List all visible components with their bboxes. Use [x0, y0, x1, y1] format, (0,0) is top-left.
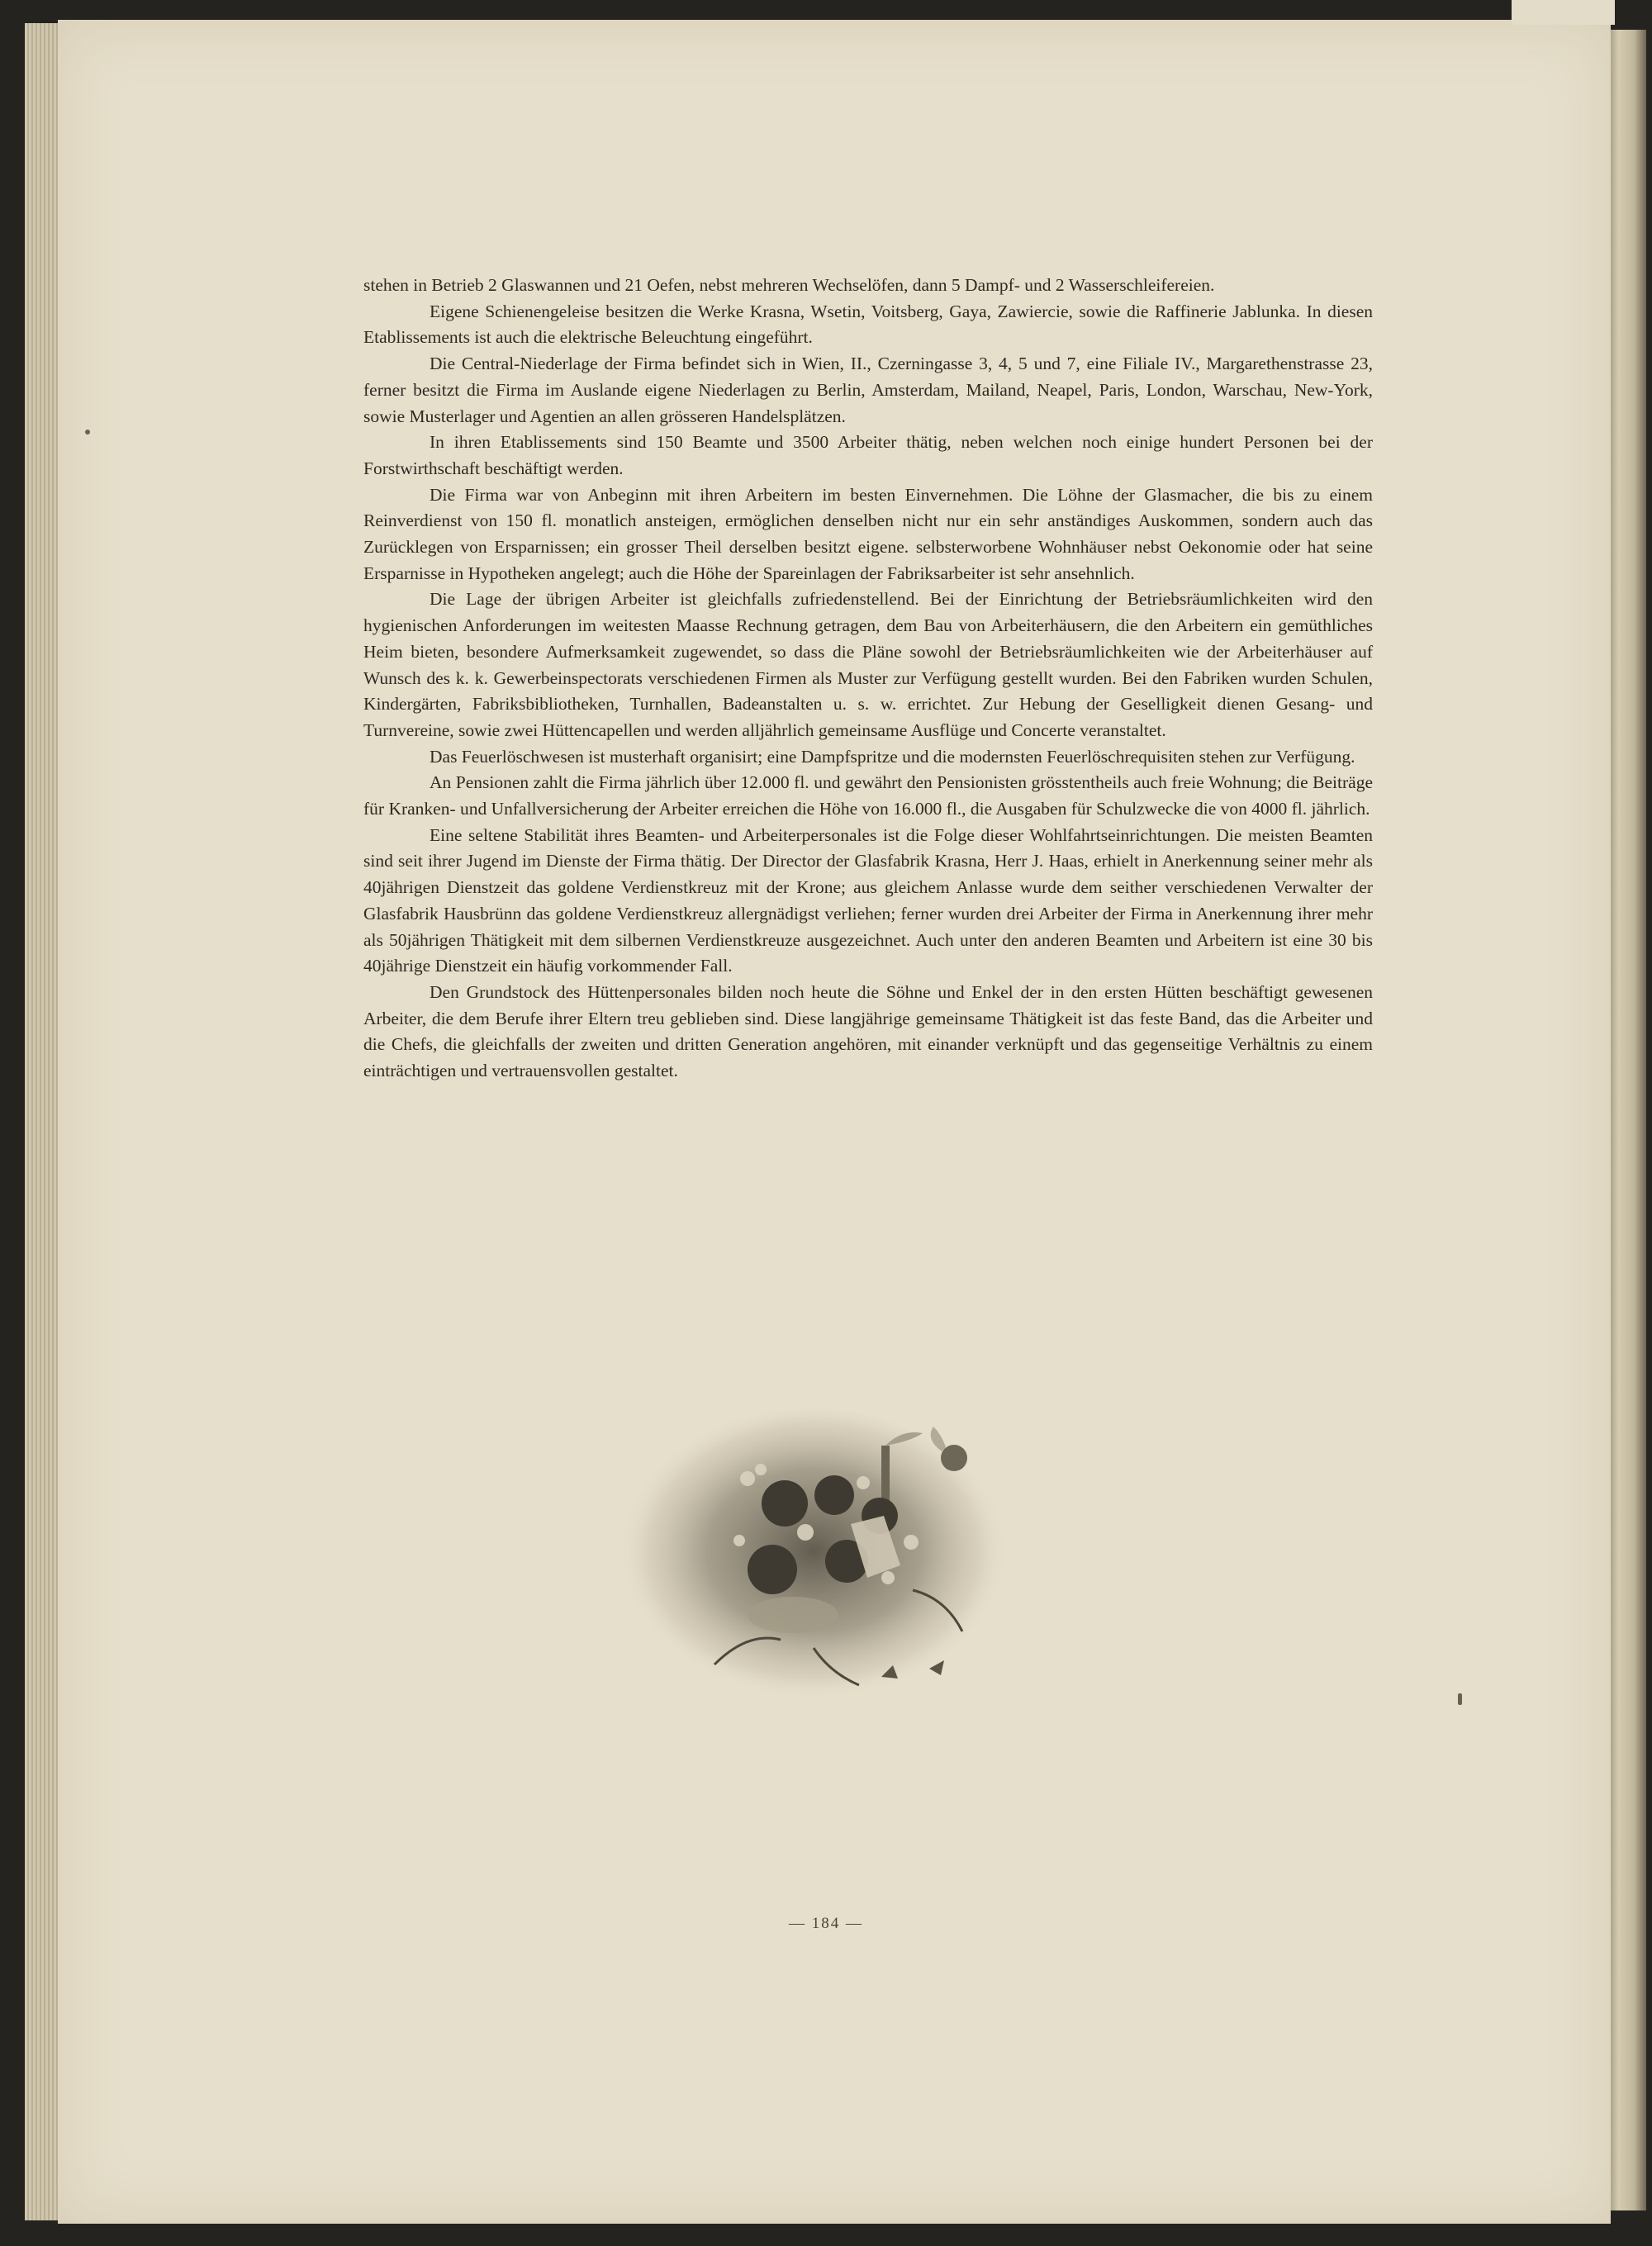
paragraph-6: Die Lage der übrigen Arbeiter ist gleichfalls zufriedenstellend. Bei der Einrichtung der Betriebsräumlichkeiten wird den hygienischen Anforderungen im weitesten Maasse Rechnung getragen, dem Bau von Arbeiterhäusern, die den Arbeitern ein gemüthliches Heim bieten, besondere Aufmerksamkeit zugewendet, so dass die Pläne sowohl der Betriebsräumlichkeiten wie der Arbeiterhäuser auf Wunsch des k. k. Gewerbeinspectorats verschiedenen Firmen als Muster zur Verfügung gestellt wurden. Bei den Fabriken wurden Schulen, Kindergärten, Fabriksbibliotheken, Turnhallen, Badeanstalten u. s. w. errichtet. Zur Hebung der Geselligkeit dienen Gesang- und Turnvereine, sowie zwei Hüttencapellen und werden alljährlich gemeinsame Ausflüge und Concerte veranstaltet.: [363, 589, 1373, 740]
dust-speck: [1458, 1693, 1462, 1705]
cherubs-with-flowers-vignette-icon: [615, 1400, 1012, 1731]
paragraph-10: Den Grundstock des Hüttenpersonales bilden noch heute die Söhne und Enkel der in den ersten Hütten beschäftigt gewesenen Arbeiter, die dem Berufe ihrer Eltern treu geblieben sind. Diese langjährige gemeinsame Thätigkeit ist das feste Band, das die Arbeiter und die Chefs, die gleichfalls der zweiten und dritten Generation angehören, mit einander verknüpft und das gegenseitige Verhältnis zu einem einträchtigen und vertrauensvollen gestaltet.: [363, 981, 1373, 1081]
paragraph-2: Eigene Schienengeleise besitzen die Werke Krasna, Wsetin, Voitsberg, Gaya, Zawiercie, sowie die Raffinerie Jablunka. In diesen Etablissements ist auch die elektrische Beleuchtung eingeführt.: [363, 301, 1373, 348]
paragraph-7: Das Feuerlöschwesen ist musterhaft organisirt; eine Dampfspritze und die modernsten Feuerlöschrequisiten stehen zur Verfügung.: [430, 746, 1355, 767]
paragraph-1: stehen in Betrieb 2 Glaswannen und 21 Oefen, nebst mehreren Wechselöfen, dann 5 Dampf- und 2 Wasserschleifereien.: [363, 275, 1215, 295]
body-text: [363, 273, 1373, 1085]
book-spine: [1607, 30, 1646, 2210]
paragraph-8: An Pensionen zahlt die Firma jährlich über 12.000 fl. und gewährt den Pensionisten grösstentheils auch freie Wohnung; die Beiträge für Kranken- und Unfallversicherung der Arbeiter erreichen die Höhe von 16.000 fl., die Ausgaben für Schulzwecke die von 4000 fl. jährlich.: [363, 772, 1373, 819]
page-number: — 184 —: [789, 1915, 863, 1932]
dust-speck: [85, 430, 90, 434]
page-corner: [1512, 0, 1615, 25]
paragraph-9: Eine seltene Stabilität ihres Beamten- und Arbeiterpersonales ist die Folge dieser Wohlfahrtseinrichtungen. Die meisten Beamten sind seit ihrer Jugend im Dienste der Firma thätig. Der Director der Glasfabrik Krasna, Herr J. Haas, erhielt in Anerkennung seiner mehr als 40jährigen Dienstzeit das goldene Verdienstkreuz mit der Krone; aus gleichem Anlasse wurde dem seither verschiedenen Verwalter der Glasfabrik Hausbrünn das goldene Verdienstkreuz allergnädigst verliehen; ferner wurden drei Arbeiter der Firma in Anerkennung ihrer mehr als 50jährigen Thätigkeit mit dem silbernen Verdienstkreuze ausgezeichnet. Auch unter den anderen Beamten und Arbeitern ist eine 30 bis 40jährige Dienstzeit ein häufig vorkommender Fall.: [363, 824, 1373, 976]
paragraph-3: Die Central-Niederlage der Firma befindet sich in Wien, II., Czerningasse 3, 4, 5 und 7, eine Filiale IV., Margarethenstrasse 23, ferner besitzt die Firma im Auslande eigene Niederlagen zu Berlin, Amsterdam, Mailand, Neapel, Paris, London, Warschau, New-York, sowie Musterlager und Agentien an allen grösseren Handelsplätzen.: [363, 354, 1373, 426]
paragraph-4: In ihren Etablissements sind 150 Beamte und 3500 Arbeiter thätig, neben welchen noch einige hundert Personen bei der Forstwirthschaft beschäftigt werden.: [363, 432, 1373, 478]
paragraph-5: Die Firma war von Anbeginn mit ihren Arbeitern im besten Einvernehmen. Die Löhne der Glasmacher, die bis zu einem Reinverdienst von 150 fl. monatlich ansteigen, ermöglichen denselben nicht nur ein sehr anständiges Auskommen, sondern auch das Zurücklegen von Ersparnissen; ein grosser Theil derselben besitzt eigene. selbsterworbene Wohnhäuser nebst Oekonomie oder hat seine Ersparnisse in Hypotheken angelegt; auch die Höhe der Spareinlagen der Fabriksarbeiter ist sehr ansehnlich.: [363, 484, 1373, 583]
